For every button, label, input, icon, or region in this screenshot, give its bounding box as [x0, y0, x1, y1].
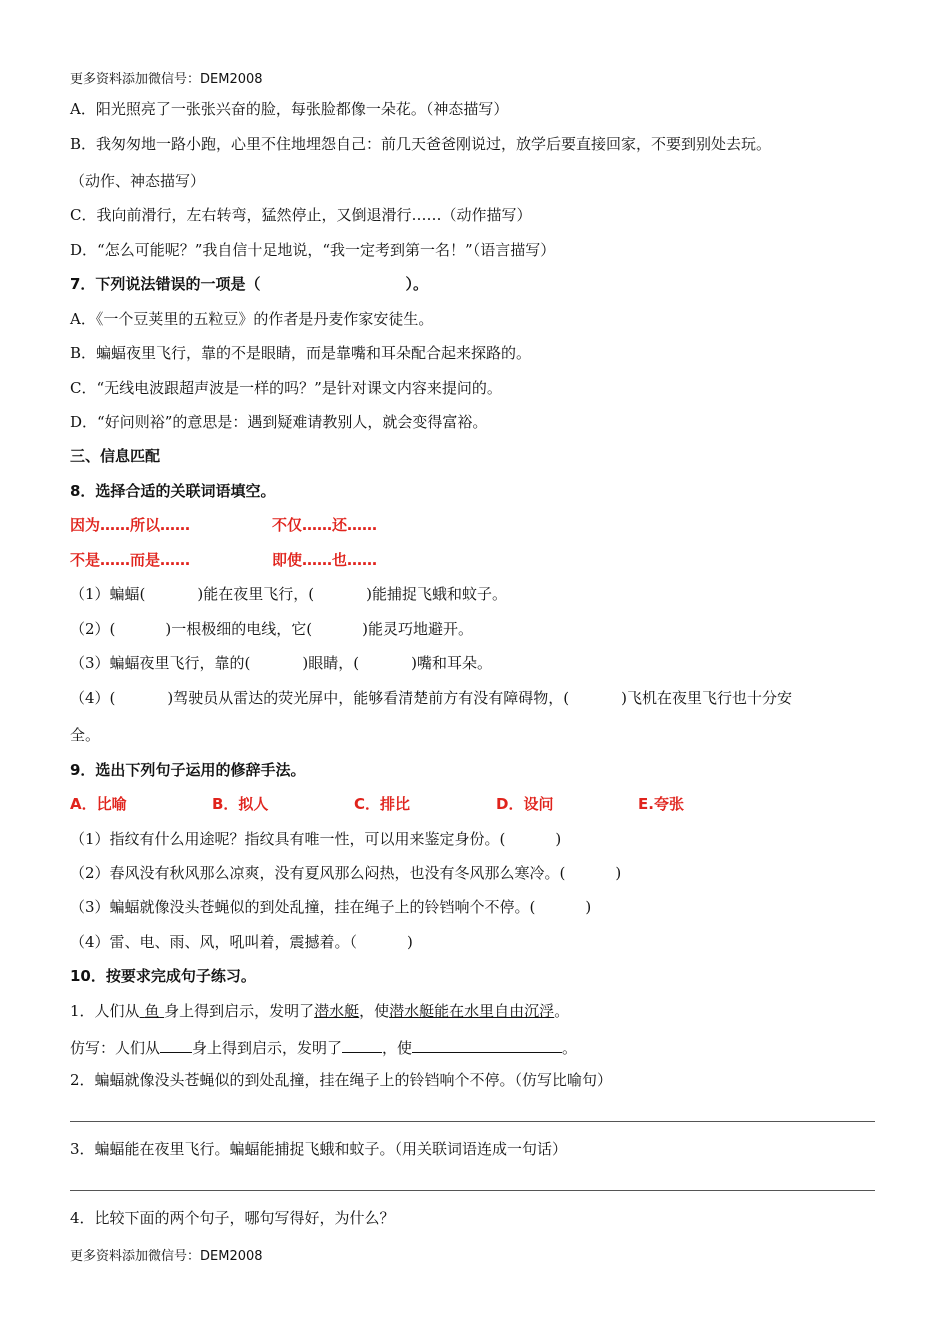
q10-title: 10．按要求完成句子练习。	[70, 967, 256, 985]
q10-i1-fish-text: 鱼	[144, 1002, 160, 1020]
q7-option-b: B．蝙蝠夜里飞行，靠的不是眼睛，而是靠嘴和耳朵配合起来探路的。	[70, 344, 532, 362]
q9-title: 9．选出下列句子运用的修辞手法。	[70, 761, 306, 779]
q10-imitation	[70, 1036, 577, 1058]
page-footer: 更多资料添加微信号：DEM2008	[70, 1249, 263, 1264]
q9-sentence-4	[70, 932, 413, 952]
q10-item-3-answer-line[interactable]	[70, 1190, 875, 1191]
q10-f-part-b: 身上得到启示，发明了	[192, 1039, 343, 1057]
q8-sentence-1	[70, 584, 507, 604]
q10-i1-submarine: 潜水艇	[314, 1002, 360, 1020]
q8-word-3: 不是……而是……	[70, 551, 191, 569]
q9-s4-close: )	[407, 933, 413, 951]
q9-option-b: B．拟人	[212, 795, 269, 813]
q10-item-3: 3．蝙蝠能在夜里飞行。蝙蝠能捕捉飞蛾和蚊子。（用关联词语连成一句话）	[70, 1140, 568, 1158]
q7-title	[70, 274, 428, 294]
q8-sentence-4-cont: 全。	[70, 726, 101, 744]
q8-s2-part-b: )一根极细的电线，它(	[165, 620, 313, 638]
q6-option-c: C．我向前滑行，左右转弯，猛然停止，又倒退滑行……（动作描写）	[70, 206, 532, 224]
q8-word-4: 即使……也……	[272, 551, 378, 569]
q7-option-a: A．《一个豆荚里的五粒豆》的作者是丹麦作家安徒生。	[70, 310, 434, 328]
q8-word-2: 不仅……还……	[272, 516, 378, 534]
q8-s3-part-a: （3）蝙蝠夜里飞行，靠的(	[70, 654, 251, 672]
q10-i1-part-b: 身上得到启示，发明了	[164, 1002, 315, 1020]
q7-title-end: ）。	[405, 275, 428, 293]
q6-option-b-note: （动作、神态描写）	[70, 172, 206, 190]
q6-option-d: D．“怎么可能呢？”我自信十足地说，“我一定考到第一名！”（语言描写）	[70, 241, 556, 259]
q9-option-d: D．设问	[496, 795, 554, 813]
q8-title: 8．选择合适的关联词语填空。	[70, 482, 276, 500]
q8-s3-part-c: )嘴和耳朵。	[411, 654, 492, 672]
q10-f-part-a: 仿写：人们从	[70, 1039, 161, 1057]
page-header: 更多资料添加微信号：DEM2008	[70, 72, 263, 87]
q9-s2-text: （2）春风没有秋风那么凉爽，没有夏风那么闷热，也没有冬风那么寒冷。(	[70, 864, 566, 882]
q10-f-part-c: ，使	[382, 1039, 413, 1057]
q8-sentence-2	[70, 619, 473, 639]
q8-s4-part-c: )飞机在夜里飞行也十分安	[621, 689, 792, 707]
q10-f-blank-1[interactable]	[160, 1036, 192, 1053]
q6-option-b: B．我匆匆地一路小跑，心里不住地埋怨自己：前几天爸爸刚说过，放学后要直接回家，不要到别处去玩。	[70, 135, 772, 153]
q7-option-d: D．“好问则裕”的意思是：遇到疑难请教别人，就会变得富裕。	[70, 413, 488, 431]
q10-i1-part-c: ，使	[359, 1002, 390, 1020]
q10-i1-clause: 潜水艇能在水里自由沉浮	[389, 1002, 555, 1020]
q10-i1-part-d: 。	[554, 1002, 570, 1020]
q9-s1-close: )	[555, 830, 562, 848]
q10-f-blank-2[interactable]	[342, 1036, 382, 1053]
q9-option-e: E.夸张	[638, 795, 684, 813]
q10-f-part-d: 。	[562, 1039, 578, 1057]
q10-i1-fish	[140, 1002, 165, 1020]
q8-s1-part-c: )能捕捉飞蛾和蚊子。	[366, 585, 507, 603]
q9-sentence-1	[70, 829, 561, 849]
q8-sentence-3	[70, 653, 492, 673]
q9-option-c: C．排比	[354, 795, 411, 813]
q8-s2-part-a: （2）(	[70, 620, 116, 638]
q9-option-a: A．比喻	[70, 795, 127, 813]
q9-sentence-2	[70, 863, 621, 883]
q9-s4-text: （4）雷、电、雨、风，吼叫着，震撼着。（	[70, 933, 358, 951]
q10-item-4: 4．比较下面的两个句子，哪句写得好，为什么？	[70, 1209, 395, 1227]
q10-i1-part-a: 1．人们从	[70, 1002, 140, 1020]
q8-sentence-4	[70, 688, 792, 708]
q9-s3-text: （3）蝙蝠就像没头苍蝇似的到处乱撞，挂在绳子上的铃铛响个不停。(	[70, 898, 536, 916]
q6-option-a: A．阳光照亮了一张张兴奋的脸，每张脸都像一朵花。（神态描写）	[70, 100, 509, 118]
section-3-title: 三、信息匹配	[70, 447, 161, 465]
q9-s1-text: （1）指纹有什么用途呢？指纹具有唯一性，可以用来鉴定身份。(	[70, 830, 506, 848]
q8-s4-part-a: （4）(	[70, 689, 116, 707]
q8-s1-part-b: )能在夜里飞行，(	[197, 585, 315, 603]
q10-item-2-answer-line[interactable]	[70, 1121, 875, 1122]
q8-s1-part-a: （1）蝙蝠(	[70, 585, 146, 603]
q10-item-1	[70, 1001, 569, 1021]
q10-item-2: 2．蝙蝠就像没头苍蝇似的到处乱撞，挂在绳子上的铃铛响个不停。（仿写比喻句）	[70, 1071, 613, 1089]
q8-s2-part-c: )能灵巧地避开。	[362, 620, 473, 638]
q7-option-c: C．“无线电波跟超声波是一样的吗？”是针对课文内容来提问的。	[70, 379, 502, 397]
q9-s3-close: )	[585, 898, 592, 916]
q9-s2-close: )	[615, 864, 622, 882]
q8-s3-part-b: )眼睛，(	[302, 654, 360, 672]
q9-sentence-3	[70, 897, 591, 917]
q10-f-blank-3[interactable]	[412, 1036, 562, 1053]
q7-title-text: 7．下列说法错误的一项是（	[70, 275, 261, 293]
q8-word-1: 因为……所以……	[70, 516, 191, 534]
q8-s4-part-b: )驾驶员从雷达的荧光屏中，能够看清楚前方有没有障碍物，(	[167, 689, 570, 707]
